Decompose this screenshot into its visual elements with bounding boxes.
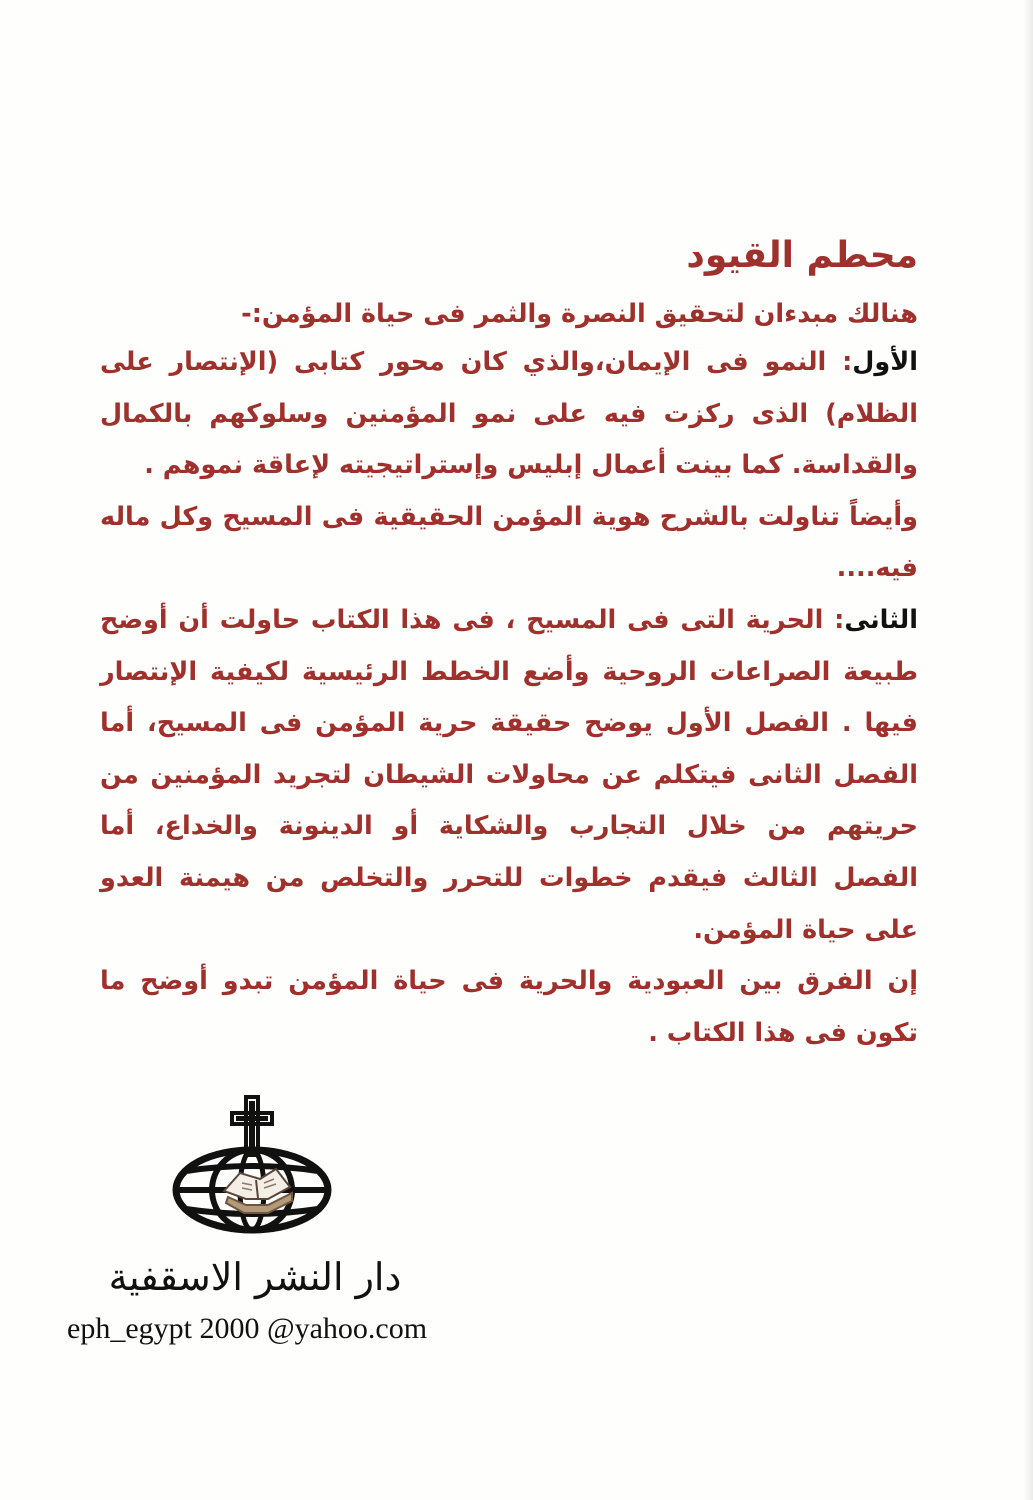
second-text-line: حريتهم من خلال التجارب والشكاية أو الدينونة والخداع، أما [100, 811, 918, 842]
first-text-line: الظلام) الذى ركزت فيه على نمو المؤمنين وسلوكهم بالكمال [100, 398, 918, 429]
closing-line: إن الفرق بين العبودية والحرية فى حياة المؤمن تبدو أوضح ما [100, 966, 918, 997]
first-text-line: وأيضاً تناولت بالشرح هوية المؤمن الحقيقية فى المسيح وكل ماله [100, 501, 918, 532]
first-text-line: فيه.... [836, 553, 918, 584]
globe-cross-book-icon [172, 1095, 332, 1235]
publisher-email: eph_egypt 2000 @yahoo.com [67, 1312, 428, 1345]
second-principle-line [100, 595, 918, 647]
first-text-line: : النمو فى الإيمان،والذي كان محور كتابى (الإنتصار على [100, 347, 853, 377]
page-edge-shadow [1023, 0, 1033, 1500]
second-label: الثانى [844, 604, 918, 635]
second-text-line: : الحرية التى فى المسيح ، فى هذا الكتاب حاولت أن أوضح [100, 604, 845, 635]
intro-line: هنالك مبدءان لتحقيق النصرة والثمر فى حياة المؤمن:- [241, 299, 918, 329]
first-principle-line [100, 337, 918, 389]
open-book-icon [224, 1169, 292, 1213]
first-label: الأول [852, 347, 918, 377]
second-text-line: الفصل الثانى فيتكلم عن محاولات الشيطان لتجريد المؤمنين من [100, 759, 918, 790]
second-text-line: فيها . الفصل الأول يوضح حقيقة حرية المؤمن فى المسيح، أما [100, 708, 918, 739]
closing-line: تكون فى هذا الكتاب . [648, 1017, 918, 1048]
book-title: محطم القيود [686, 235, 918, 276]
publisher-name: دار النشر الاسقفية [108, 1255, 402, 1299]
first-text-line: والقداسة. كما بينت أعمال إبليس وإستراتيجيته لإعاقة نموهم . [144, 450, 918, 481]
back-cover-text [100, 225, 918, 1059]
cross-icon [232, 1097, 272, 1155]
second-text-line: على حياة المؤمن. [693, 914, 918, 945]
second-text-line: الفصل الثالث فيقدم خطوات للتحرر والتخلص من هيمنة العدو [100, 862, 918, 893]
second-text-line: طبيعة الصراعات الروحية وأضع الخطط الرئيسية لكيفية الإنتصار [100, 656, 918, 687]
